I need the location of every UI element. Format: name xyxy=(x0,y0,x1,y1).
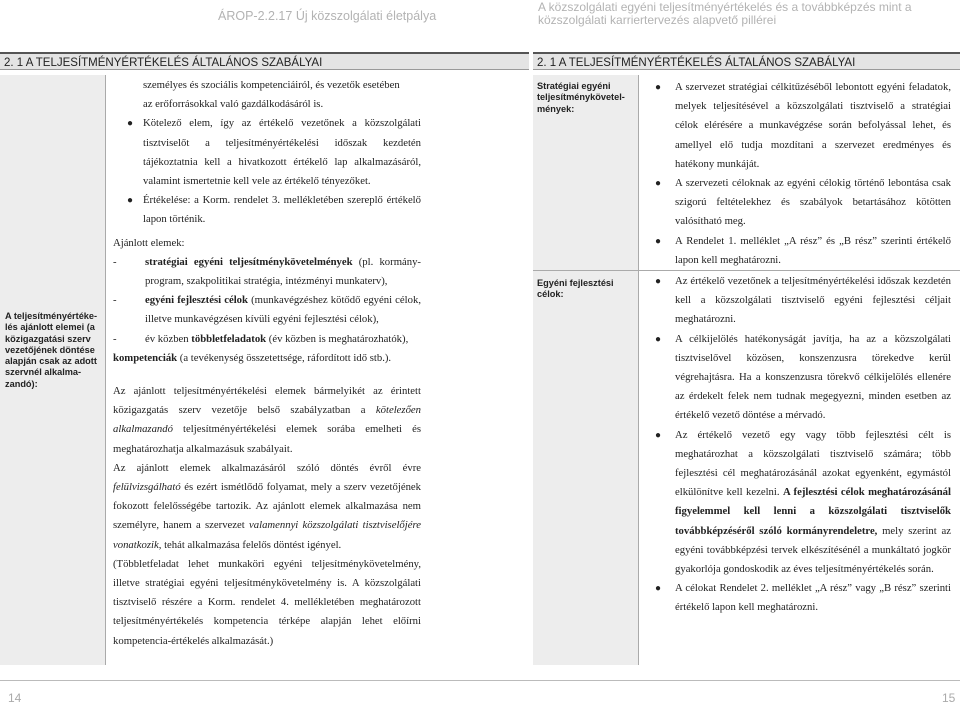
row-label: A teljesítményértéke-lés ajánlott elemei (a közigazgatási szerv vezetőjének döntése alapján csak az adott szervnél alkalma-zandó): xyxy=(5,311,98,389)
header-right-line2: közszolgálati karriertervezés alapvető pillérei xyxy=(538,13,777,27)
bullet-icon: ● xyxy=(655,583,662,595)
footer-divider xyxy=(0,680,960,681)
para2-italic2: valamennyi közszolgálati tisztviselőjére vonatkozik xyxy=(113,519,421,551)
list-item xyxy=(113,253,421,291)
right-label-column-2 xyxy=(533,271,639,665)
list-item xyxy=(113,291,421,329)
dash3-bold: többletfeladatok xyxy=(191,332,267,345)
paragraph-3: (Többletfeladat lehet munkaköri egyéni teljesítménykövetelmény, illetve stratégiai egyéni teljesítménykövetelmény is. A közszolgálati tisztviselő részére a Korm. rendelet 4. mellékletében meghatározott teljesítményértékelés kompetencia térképe alapján lehet előírni kompetencia-értékelés alkalmazását.) xyxy=(113,557,421,647)
bullet-icon: ● xyxy=(127,195,134,207)
bullet2-text: Értékelése: a Korm. rendelet 3. mellékletében szereplő értékelő lapon történik. xyxy=(143,194,421,226)
para2-b: és ezért ismétlődő folyamat, mely a szerv vezetőjének fokozott felelősségébe tartozik. Az ajánlott elemek alkalmazása nem személyre, hanem a szervezet xyxy=(113,481,421,532)
recommended-title: Ajánlott elemek: xyxy=(113,236,185,249)
competency-line xyxy=(113,349,421,368)
intro-line1: személyes és szociális kompetenciáiról, és vezetők esetében xyxy=(143,79,400,91)
header-right-line1: A közszolgálati egyéni teljesítményértékelés és a továbbképzés mint a xyxy=(538,0,912,14)
bullet1-text: Kötelező elem, így az értékelő vezetőnek a közszolgálati tisztviselőt a teljesítményértékelési időszak kezdetén tájékoztatnia kell a hivatkozott értékelő lap alkalmazásáról, valamint ismertetnie kell vele az értékelő tényezőket. xyxy=(143,117,421,188)
list-item xyxy=(113,330,421,349)
para1-b: teljesítményértékelési elemek sorába emelheti és meghatározhatja alkalmazásuk szabályait. xyxy=(113,423,421,455)
dash3-pre: év közben xyxy=(145,332,192,345)
dash2-bold: egyéni fejlesztési célok xyxy=(145,294,248,307)
list-item xyxy=(645,426,951,580)
label-strategic: Stratégiai egyéni teljesítménykövetel-mények: xyxy=(537,81,625,114)
bullet-icon: ● xyxy=(655,333,662,345)
page-number-left: 14 xyxy=(8,691,22,705)
intro-line2: az erőforrásokkal való gazdálkodásáról is. xyxy=(143,98,324,111)
r2b3-c: mely szerint az egyéni továbbképzési tervek elkészítésénél a munkáltató jogkör gyakorlója gondoskodik az éves teljesítményértékelés során. xyxy=(675,524,951,576)
label-development: Egyéni fejlesztési célok: xyxy=(537,278,614,300)
para2-a: Az ajánlott elemek alkalmazásáról szóló döntés évről évre xyxy=(113,461,421,474)
left-content xyxy=(113,76,421,651)
left-section-title: 2. 1 A TELJESÍTMÉNYÉRTÉKELÉS ÁLTALÁNOS SZABÁLYAI xyxy=(0,52,529,70)
bullet-icon: ● xyxy=(655,429,662,441)
para2-italic1: felülvizsgálható xyxy=(113,481,181,494)
list-item xyxy=(645,579,951,617)
dash-icon: - xyxy=(113,332,117,345)
r1b3-text: A Rendelet 1. melléklet „A rész” és „B rész” szerinti értékelő lapon kell meghatározni. xyxy=(675,234,951,266)
list-item xyxy=(645,174,951,232)
bullet-icon: ● xyxy=(655,276,662,287)
right-content-1 xyxy=(645,78,951,270)
right-section-title: 2. 1 A TELJESÍTMÉNYÉRTÉKELÉS ÁLTALÁNOS SZABÁLYAI xyxy=(533,52,960,70)
header-right-title xyxy=(538,1,912,33)
dash-icon: - xyxy=(113,294,117,307)
dash1-rest: (pl. kormány-program, szakpolitikai stratégia, intézményi munkaterv), xyxy=(145,255,421,288)
list-item xyxy=(645,272,951,330)
para2-c: , tehát alkalmazása felelős döntést igényel. xyxy=(158,538,342,551)
r2b2-text: A célkijelölés hatékonyságát javítja, ha az a közszolgálati tisztviselővel közösen, konszenzusra törekedve kerül végrehajtásra. Ha a konszenzusra törekvő célkijelölés ellenére az érdekelt felek nem tudnak megegyezni, minden esetben az értékelő vezető döntése a mérvadó. xyxy=(675,332,951,422)
dash3-rest: (év közben is meghatározhatók), xyxy=(266,332,409,345)
para1-italic: kötelezően alkalmazandó xyxy=(113,404,421,436)
r2b1-text: Az értékelő vezetőnek a teljesítményértékelési időszak kezdetén kell a közszolgálati tisztviselő egyéni fejlesztési céljait meghatározni. xyxy=(675,275,951,326)
para1-a: Az ajánlott teljesítményértékelési elemek bármelyikét az érintett közigazgatás szerv vezetője belső szabályzatban a xyxy=(113,385,421,417)
header-left-title: ÁROP-2.2.17 Új közszolgálati életpálya xyxy=(218,9,437,23)
dash-icon: - xyxy=(113,255,117,268)
r1b2-text: A szervezeti céloknak az egyéni célokig történő lebontása csak szigorú feltételekhez és szabályok betartásához kötötten valósítható meg. xyxy=(675,177,951,228)
competency-rest: (a tevékenység összetettsége, ráfordított idő stb.). xyxy=(177,351,392,364)
r2b4-text: A célokat Rendelet 2. melléklet „A rész” vagy „B rész” szerinti értékelő lapon kell meghatározni. xyxy=(675,582,951,614)
paragraph-2 xyxy=(113,459,421,555)
r2b3-a: Az értékelő vezető egy vagy több fejlesztési célt is meghatározhat a közszolgálati tisztviselő számára; több fejlesztési cél meghatározásánál azokat egyenként, egymástól elkülönítve kell kezelni. xyxy=(675,428,951,499)
list-item xyxy=(645,330,951,426)
left-label-column xyxy=(0,75,106,665)
right-label-column-1 xyxy=(533,75,639,270)
bullet-icon: ● xyxy=(655,82,662,93)
list-item xyxy=(645,78,951,174)
bullet-icon: ● xyxy=(655,235,662,247)
list-item xyxy=(113,114,421,191)
paragraph-1 xyxy=(113,382,421,459)
r2b3-bold: A fejlesztési célok meghatározásánál figyelemmel kell lenni a közszolgálati tisztviselők továbbképzéséről szóló kormányrendeletre, xyxy=(675,486,951,537)
right-content-2 xyxy=(645,272,951,618)
list-item xyxy=(113,191,421,229)
competency-bold: kompetenciák xyxy=(113,351,178,364)
bullet-icon: ● xyxy=(655,178,662,190)
page-number-right: 15 xyxy=(942,691,956,705)
dash2-rest: (munkavégzéshez kötődő egyéni célok, illetve munkavégzésen kívüli egyéni fejlesztési célok), xyxy=(145,294,421,326)
r1b1-text: A szervezet stratégiai célkitűzéséből lebontott egyéni feladatok, melyek teljesítésével a közszolgálati tisztviselő a stratégiai célok elérésére a munkavégzése során befolyással lehet, és amellyel elő tudja mozdítani a szervezet eredményes és hatékony munkáját. xyxy=(675,81,951,170)
list-item xyxy=(645,232,951,270)
bullet-icon: ● xyxy=(127,118,134,130)
dash1-bold: stratégiai egyéni teljesítménykövetelmények xyxy=(145,255,353,268)
